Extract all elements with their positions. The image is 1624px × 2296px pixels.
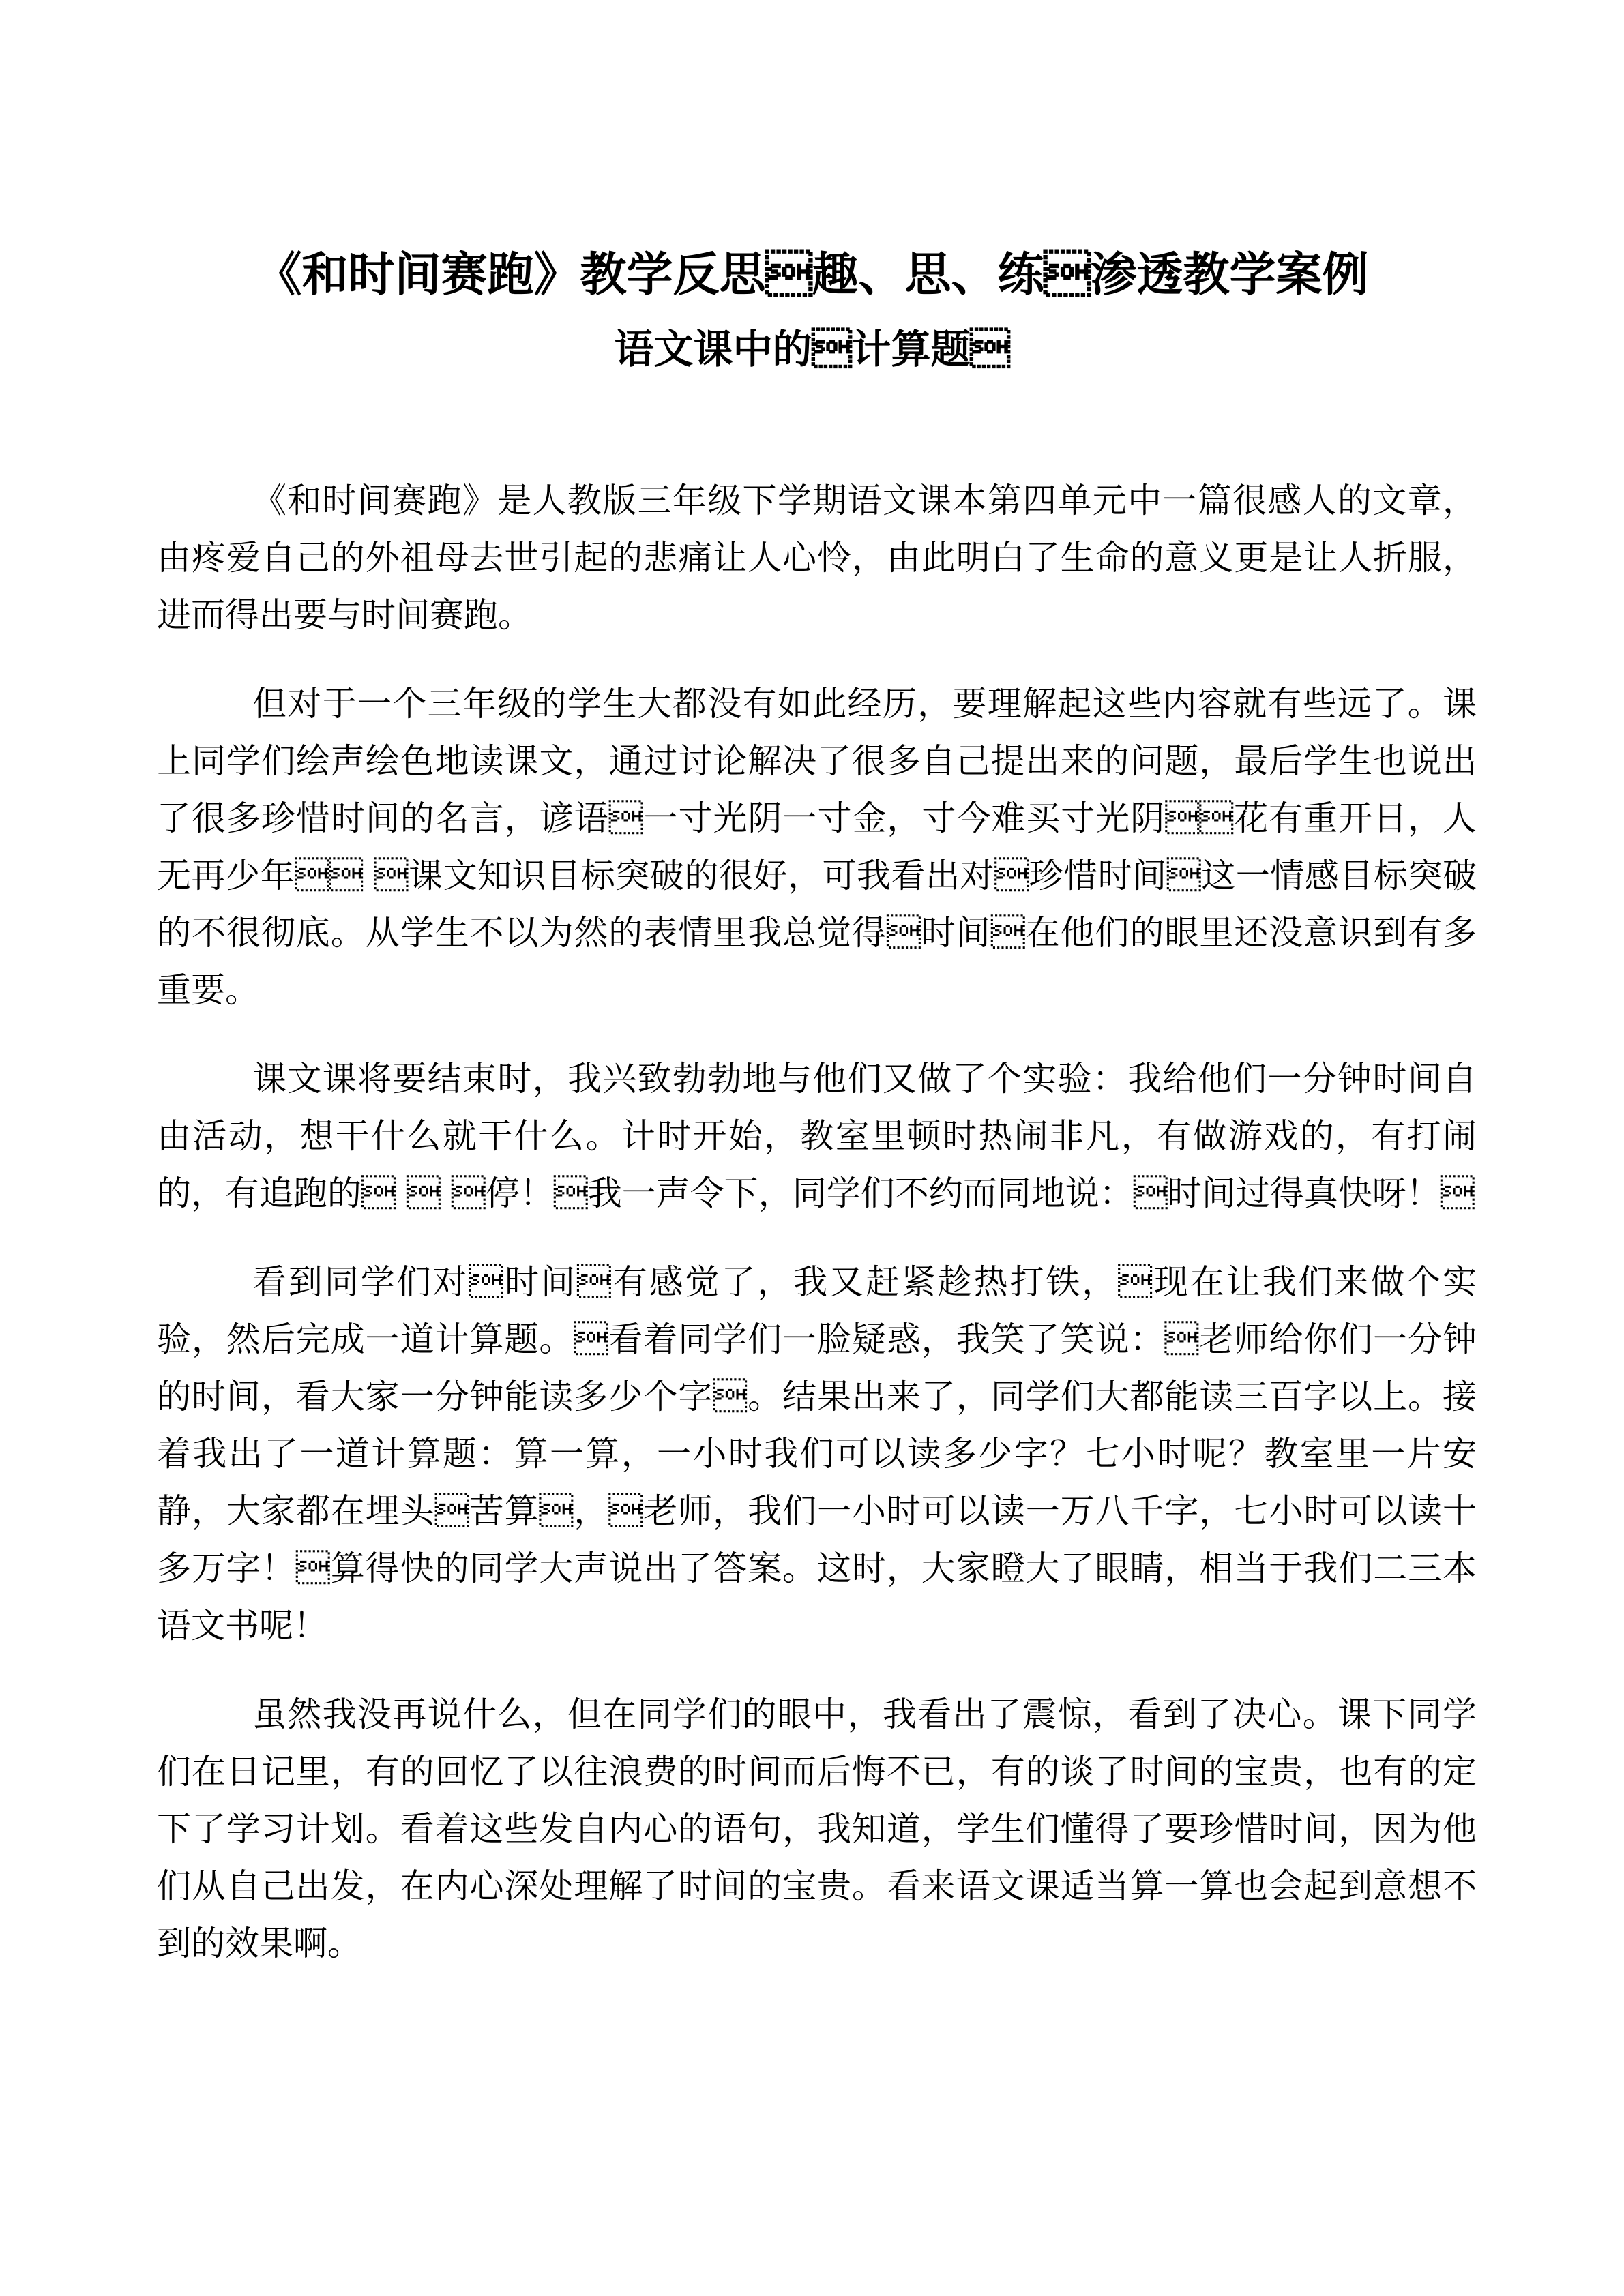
document-body <box>157 472 1477 1972</box>
document-subtitle: 语文课中的计算题 <box>614 326 1010 372</box>
paragraph-3: 课文课将要结束时，我兴致勃勃地与他们又做了个实验：我给他们一分钟时间自由活动，想干什么就干什么。计时开始，教室里顿时热闹非凡，有做游戏的，有打闹的，有追跑的  停！我一声令下，同学们不约而同地说：时间过得真快呀！ <box>157 1059 1477 1213</box>
document-title: 《和时间赛跑》教学反思趣、思、练渗透教学案例 <box>255 248 1369 302</box>
paragraph-4: 看到同学们对时间有感觉了，我又赶紧趁热打铁，现在让我们来做个实验，然后完成一道计算题。看着同学们一脸疑惑，我笑了笑说：老师给你们一分钟的时间，看大家一分钟能读多少个字。结果出来了，同学们大都能读三百字以上。接着我出了一道计算题：算一算，一小时我们可以读多少字？七小时呢？教室里一片安静，大家都在埋头苦算，老师，我们一小时可以读一万八千字，七小时可以读十多万字！算得快的同学大声说出了答案。这时，大家瞪大了眼睛，相当于我们二三本语文书呢！ <box>157 1262 1477 1645</box>
paragraph-2: 但对于一个三年级的学生大都没有如此经历，要理解起这些内容就有些远了。课上同学们绘声绘色地读课文，通过讨论解决了很多自己提出来的问题，最后学生也说出了很多珍惜时间的名言，谚语一寸光阴一寸金，寸今难买寸光阴花有重开日，人无再少年 课文知识目标突破的很好，可我看出对珍惜时间这一情感目标突破的不很彻底。从学生不以为然的表情里我总觉得时间在他们的眼里还没意识到有多重要。 <box>157 684 1477 1010</box>
paragraph-1: 《和时间赛跑》是人教版三年级下学期语文课本第四单元中一篇很感人的文章，由疼爱自己的外祖母去世引起的悲痛让人心怜，由此明白了生命的意义更是让人折服，进而得出要与时间赛跑。 <box>157 481 1477 635</box>
paragraph-5: 虽然我没再说什么，但在同学们的眼中，我看出了震惊，看到了决心。课下同学们在日记里，有的回忆了以往浪费的时间而后悔不已，有的谈了时间的宝贵，也有的定下了学习计划。看着这些发自内心的语句，我知道，学生们懂得了要珍惜时间，因为他们从自己出发，在内心深处理解了时间的宝贵。看来语文课适当算一算也会起到意想不到的效果啊。 <box>157 1695 1477 1963</box>
